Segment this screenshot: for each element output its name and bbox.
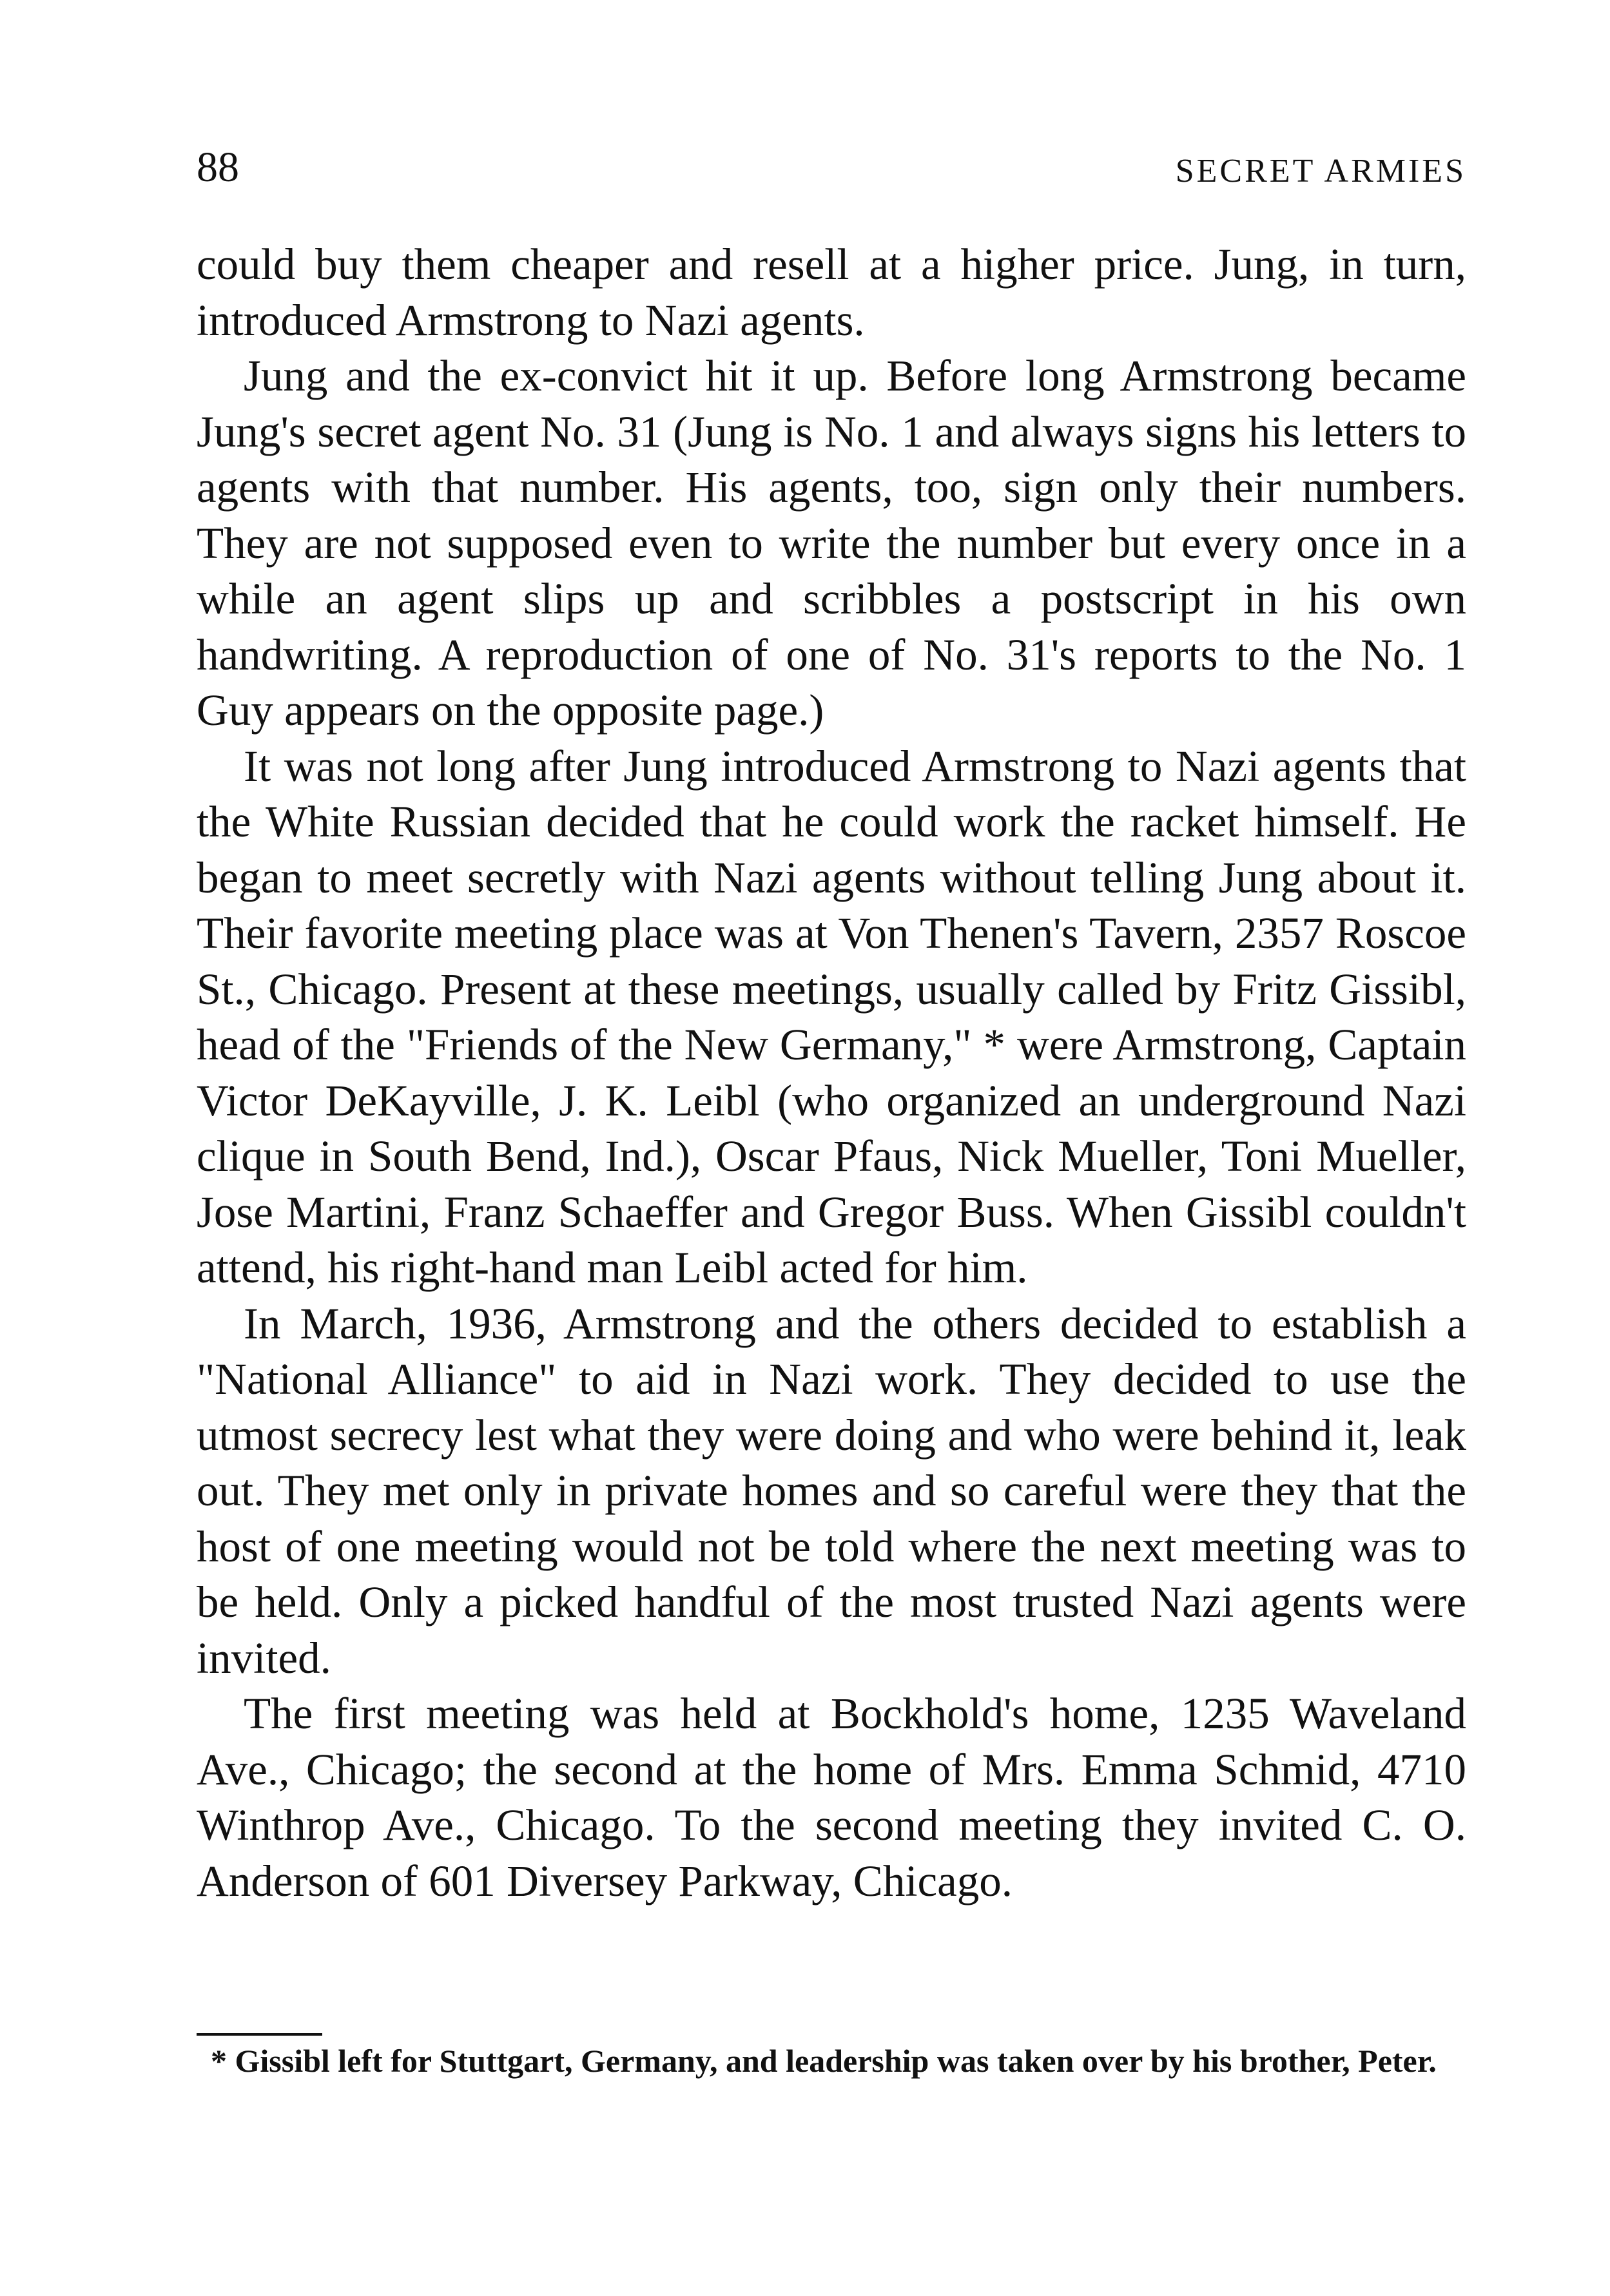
running-head bbox=[197, 139, 1466, 197]
footnote-rule bbox=[197, 2033, 322, 2036]
page-number: 88 bbox=[197, 144, 239, 191]
paragraph: It was not long after Jung introduced Armstrong to Nazi agents that the White Russian decided that he could work the racket himself. He began to meet secretly with Nazi agents without telling Jung about it. Their favorite meeting place was at Von Thenen's Tavern, 2357 Roscoe St., Chicago. Present at these meetings, usually called by Fritz Gissibl, head of the "Friends of the New Germany," * were Armstrong, Captain Victor DeKayville, J. K. Leibl (who organized an underground Nazi clique in South Bend, Ind.), Oscar Pfaus, Nick Mueller, Toni Mueller, Jose Martini, Franz Schaeffer and Gregor Buss. When Gissibl couldn't attend, his right-hand man Leibl acted for him. bbox=[197, 741, 1466, 1292]
footnote: * Gissibl left for Stuttgart, Germany, and leadership was taken over by his brother, Peter. bbox=[211, 2043, 1437, 2079]
body-text bbox=[197, 236, 1466, 1909]
paragraph: The first meeting was held at Bockhold's home, 1235 Waveland Ave., Chicago; the second at the home of Mrs. Emma Schmid, 4710 Winthrop Ave., Chicago. To the second meeting they invited C. O. Anderson of 601 Diversey Parkway, Chicago. bbox=[197, 1689, 1466, 1905]
paragraph: could buy them cheaper and resell at a higher price. Jung, in turn, introduced Armstrong to Nazi agents. bbox=[197, 240, 1466, 345]
running-title: SECRET ARMIES bbox=[1175, 153, 1466, 189]
paragraph: In March, 1936, Armstrong and the others decided to establish a "National Alliance" to aid in Nazi work. They decided to use the utmost secrecy lest what they were doing and who were behind it, leak out. They met only in private homes and so careful were they that the host of one meeting would not be told where the next meeting was to be held. Only a picked handful of the most trusted Nazi agents were invited. bbox=[197, 1298, 1466, 1683]
paragraph: Jung and the ex-convict hit it up. Before long Armstrong became Jung's secret agent No. 31 (Jung is No. 1 and always signs his letters to agents with that number. His agents, too, sign only their numbers. They are not supposed even to write the number but every once in a while an agent slips up and scribbles a postscript in his own handwriting. A reproduction of one of No. 31's reports to the No. 1 Guy appears on the opposite page.) bbox=[197, 351, 1466, 735]
